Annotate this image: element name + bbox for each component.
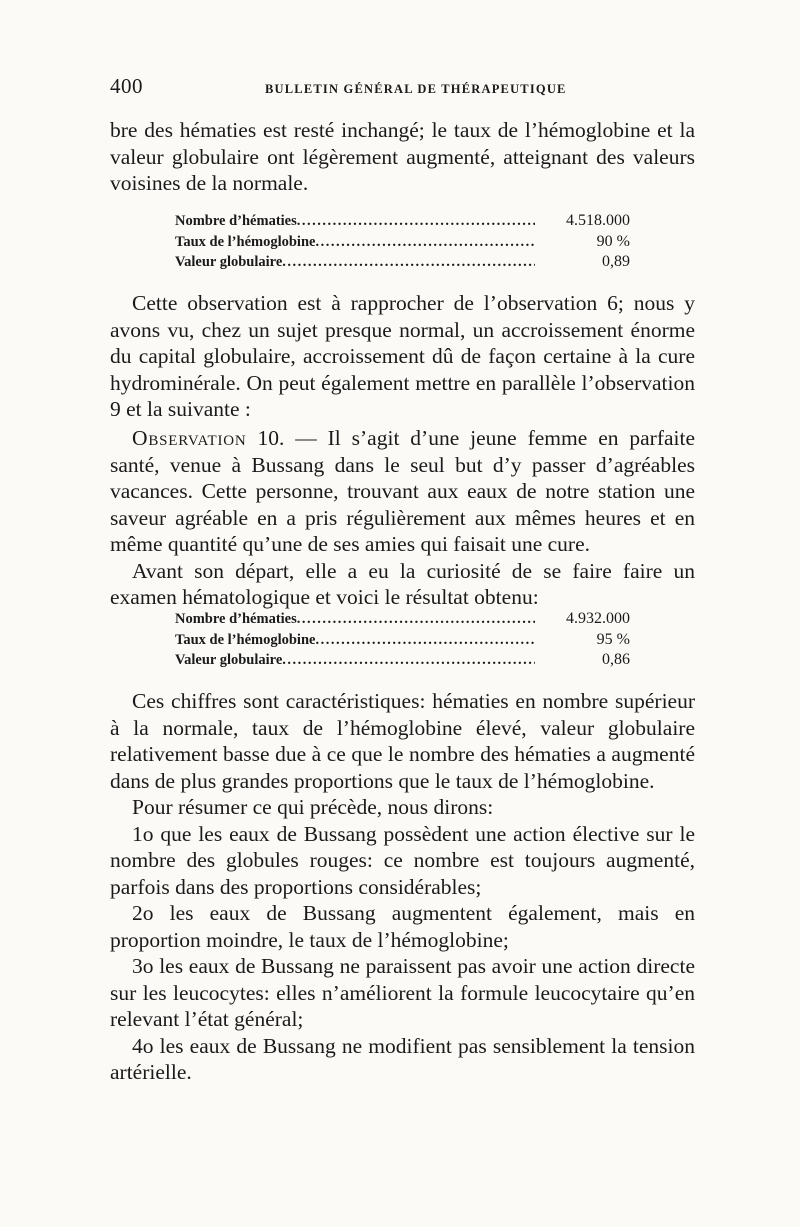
- row-value: 95 %: [596, 630, 630, 648]
- paragraph-text: bre des hématies est resté inchangé; le taux de l’hémoglobine et la valeur globulaire ont légèrement augmenté, atteignant des valeurs voisines de la normale.: [110, 118, 695, 195]
- row-value: 4.518.000: [566, 212, 630, 229]
- row-label: Nombre d’hématies: [175, 213, 297, 229]
- paragraph-text: Cette observation est à rapprocher de l’observation 6; nous y avons vu, chez un sujet presque normal, un accroissement énorme du capital globulaire, accroissement dû de façon certaine à la cure hydrominérale. On peut également mettre en parallèle l’observation 9 et la suivante :: [110, 291, 695, 421]
- paragraph-text: — Il s’agit d’une jeune femme en parfaite santé, venue à Bussang dans le seul but d’y passer d’agréables vacances. Cette personne, trouvant aux eaux de notre station une saveur agréable en a pris régulièrement aux mêmes heures et en même quantité qu’une de ses amies qui faisait une cure.: [110, 426, 696, 556]
- table-row: [175, 211, 655, 232]
- list-item: 2o les eaux de Bussang augmentent également, mais en proportion moindre, le taux de l’hémoglobine;: [110, 901, 695, 952]
- row-value: 0,89: [602, 253, 630, 270]
- row-label: Taux de l’hémoglobine: [175, 233, 316, 250]
- leader-dots: [282, 650, 535, 670]
- leader-dots: [315, 630, 535, 650]
- page-number: 400: [110, 74, 143, 98]
- observation-heading: Observation: [132, 426, 247, 450]
- row-label: Valeur globulaire: [175, 254, 283, 270]
- row-value: 90 %: [596, 232, 630, 250]
- list-item: 4o les eaux de Bussang ne modifient pas sensiblement la tension artérielle.: [110, 1033, 695, 1084]
- list-item: 3o les eaux de Bussang ne paraissent pas avoir une action directe sur les leucocytes: elles n’améliorent la formule leucocytaire qu’en relevant l’état général;: [110, 954, 695, 1031]
- paragraph-text: Ces chiffres sont caractéristiques: hématies en nombre supérieur à la normale, taux de l’hémoglobine élevé, valeur globulaire relativement basse due à ce que le nombre des hématies a augmenté dans de plus grandes proportions que le taux de l’hémoglobine.: [110, 689, 695, 793]
- row-value: 0,86: [602, 651, 630, 668]
- table-row: [175, 232, 655, 253]
- table-row: [175, 609, 655, 630]
- paragraph-block: [110, 290, 695, 423]
- row-value: 4.932.000: [566, 610, 630, 627]
- table-row: [175, 252, 655, 273]
- results-table-1: [175, 211, 655, 273]
- observation-block: [110, 425, 695, 611]
- row-label: Valeur globulaire: [175, 652, 283, 668]
- page-header: [110, 74, 695, 100]
- conclusion-block: [110, 688, 695, 1086]
- leader-dots: [282, 252, 535, 272]
- paragraph-text: Avant son départ, elle a eu la curiosité de se faire faire un examen hématologique et voici le résultat obtenu:: [110, 558, 695, 609]
- leader-dots: [315, 232, 535, 252]
- table-row: [175, 650, 655, 671]
- leader-dots: [297, 211, 535, 231]
- row-label: Taux de l’hémoglobine: [175, 631, 316, 648]
- table-row: [175, 630, 655, 651]
- observation-paragraph: [110, 425, 695, 558]
- results-table-2: [175, 609, 655, 671]
- observation-number: 10.: [257, 426, 285, 450]
- row-label: Nombre d’hématies: [175, 611, 297, 627]
- running-title: BULLETIN GÉNÉRAL DE THÉRAPEUTIQUE: [265, 82, 567, 96]
- paragraph-text: Pour résumer ce qui précède, nous dirons:: [132, 795, 494, 819]
- list-item: 1o que les eaux de Bussang possèdent une action élective sur le nombre des globules rouges: ce nombre est toujours augmenté, parfois dans des proportions considérables;: [110, 821, 695, 899]
- paragraph-continuation: [110, 117, 695, 197]
- leader-dots: [297, 609, 535, 629]
